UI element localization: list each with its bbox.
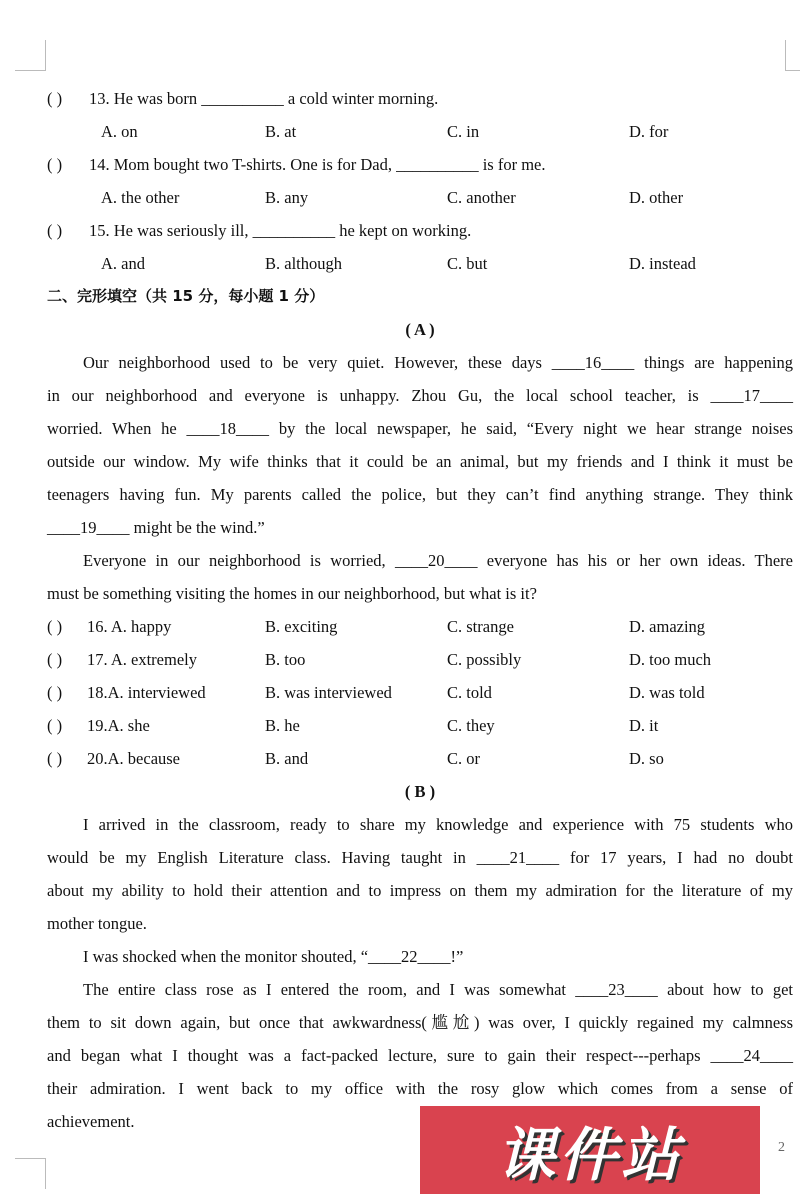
option-d: D. too much [629,650,712,669]
question-row [47,148,793,181]
answer-blank: ( ) [47,749,63,768]
passage-line: I was shocked when the monitor shouted, “____22____!” [83,947,464,966]
option-d: D. for [629,122,669,141]
answer-blank: ( ) [47,89,63,108]
corner-mark [15,1158,46,1189]
options-row [47,115,793,148]
passage-line: ____19____ might be the wind.” [47,518,265,537]
cloze-options-row [47,610,793,643]
option-c: C. told [447,683,492,702]
passage-label: ( A ) [405,320,435,339]
answer-blank: ( ) [47,650,63,669]
option-b: B. although [265,254,342,273]
cloze-options-row [47,742,793,775]
passage-line: achievement. [47,1112,135,1131]
option-b: B. too [265,650,306,669]
cloze-options-row [47,643,793,676]
question-stem: 15. He was seriously ill, __________ he kept on working. [89,221,472,240]
answer-blank: ( ) [47,683,63,702]
question-stem: 13. He was born __________ a cold winter morning. [89,89,439,108]
option-a: 16. A. happy [87,617,172,636]
option-d: D. so [629,749,664,768]
option-a: 18.A. interviewed [87,683,206,702]
passage-line: about my ability to hold their attention and to impress on them my admiration for the literature of my [47,881,793,900]
option-c: C. but [447,254,488,273]
passage-line: would be my English Literature class. Having taught in ____21____ for 17 years, I had no doubt [47,848,793,867]
corner-mark [15,40,46,71]
page-number: 2 [778,1140,785,1155]
option-b: B. he [265,716,300,735]
passage-line: teenagers having fun. My parents called the police, but they can’t find anything strange. They think [47,485,793,504]
passage-line: Our neighborhood used to be very quiet. However, these days ____16____ things are happening [83,353,793,372]
cloze-options-row [47,709,793,742]
passage-line: them to sit down again, but once that awkwardness(尴尬) was over, I quickly regained my calmness [47,1013,793,1032]
option-c: C. in [447,122,480,141]
option-c: C. strange [447,617,514,636]
option-b: B. at [265,122,297,141]
option-a: 17. A. extremely [87,650,197,669]
question-stem: 14. Mom bought two T-shirts. One is for Dad, __________ is for me. [89,155,546,174]
document-page [47,82,793,1138]
passage-line: worried. When he ____18____ by the local newspaper, he said, “Every night we hear strange noises [47,419,793,438]
passage-line: in our neighborhood and everyone is unhappy. Zhou Gu, the local school teacher, is ____17____ [47,386,793,405]
option-d: D. it [629,716,659,735]
options-row [47,247,793,280]
passage-line: I arrived in the classroom, ready to share my knowledge and experience with 75 students who [83,815,793,834]
passage-line: must be something visiting the homes in our neighborhood, but what is it? [47,584,537,603]
passage-label: ( B ) [404,782,436,801]
option-d: D. amazing [629,617,706,636]
options-row [47,181,793,214]
option-a: 20.A. because [87,749,181,768]
passage-line: mother tongue. [47,914,147,933]
watermark-text: 课件站 [496,1121,683,1189]
option-a: A. and [101,254,145,273]
question-row [47,82,793,115]
answer-blank: ( ) [47,155,63,174]
option-b: B. exciting [265,617,338,636]
option-b: B. was interviewed [265,683,392,702]
option-c: C. possibly [447,650,522,669]
option-c: C. they [447,716,495,735]
option-d: D. instead [629,254,696,273]
passage-line: their admiration. I went back to my office with the rosy glow which comes from a sense of [47,1079,793,1098]
option-a: A. the other [101,188,180,207]
corner-mark [785,40,800,71]
question-row [47,214,793,247]
passage-line: outside our window. My wife thinks that it could be an animal, but my friends and I think it must be [47,452,793,471]
option-a: 19.A. she [87,716,150,735]
section-title: 二、完形填空（共 15 分，每小题 1 分） [47,287,325,305]
answer-blank: ( ) [47,617,63,636]
option-d: D. was told [629,683,705,702]
answer-blank: ( ) [47,221,63,240]
option-b: B. any [265,188,309,207]
option-d: D. other [629,188,684,207]
option-c: C. or [447,749,480,768]
option-a: A. on [101,122,138,141]
passage-line: The entire class rose as I entered the room, and I was somewhat ____23____ about how to get [83,980,793,999]
passage-line: and began what I thought was a fact-packed lecture, sure to gain their respect---perhaps ____24____ [47,1046,793,1065]
option-c: C. another [447,188,516,207]
answer-blank: ( ) [47,716,63,735]
passage-line: Everyone in our neighborhood is worried, ____20____ everyone has his or her own ideas. There [83,551,793,570]
option-b: B. and [265,749,309,768]
cloze-options-row [47,676,793,709]
